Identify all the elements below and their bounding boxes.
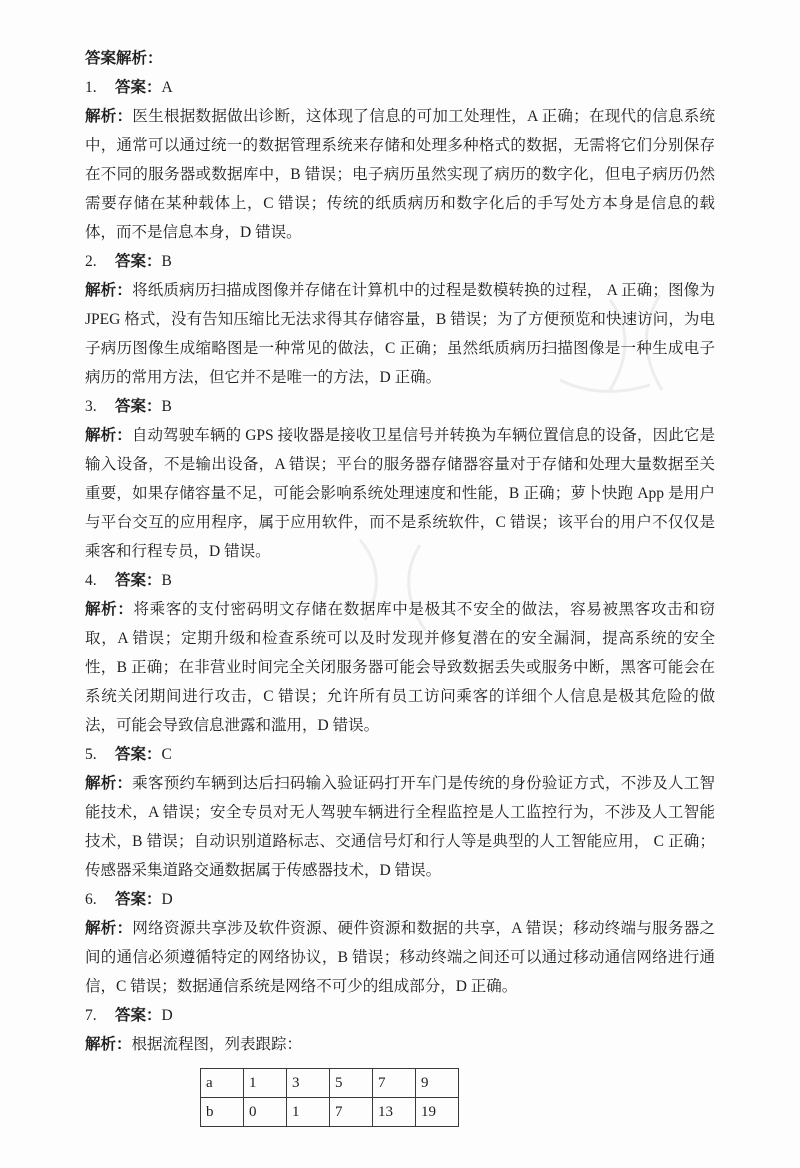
item-number: 4. (85, 572, 97, 589)
table-cell: 1 (244, 1069, 287, 1098)
analysis-label: 解析： (85, 427, 132, 444)
doc-title: 答案解析： (85, 50, 163, 67)
table-cell: 5 (330, 1069, 373, 1098)
analysis-paragraph (85, 1030, 715, 1059)
analysis-label: 解析： (85, 282, 133, 299)
answer-label: 答案： (115, 253, 162, 270)
answer-line (85, 740, 715, 769)
table-row (201, 1098, 459, 1127)
analysis-text: 医生根据数据做出诊断，这体现了信息的可加工处理性，A 正确；在现代的信息系统中，通常可以通过统一的数据管理系统来存储和处理多种格式的数据，无需将它们分别保存在不同的服务器或数据库中，B 错误；电子病历虽然实现了病历的数字化，但电子病历仍然需要存储在某种载体上，C 错误；传统的纸质病历和数字化后的手写处方本身是信息的载体，而不是信息本身，D 错误。 (85, 108, 715, 241)
answer-value: B (161, 253, 172, 270)
answer-value: A (161, 79, 173, 96)
answer-line (85, 73, 715, 102)
answer-item (85, 566, 715, 740)
answer-label: 答案： (115, 891, 162, 908)
item-number: 2. (85, 253, 97, 270)
table-cell: 1 (287, 1098, 330, 1127)
analysis-label: 解析： (85, 601, 134, 618)
table-cell: a (201, 1069, 244, 1098)
trace-table (200, 1068, 459, 1127)
analysis-label: 解析： (85, 775, 133, 792)
item-number: 1. (85, 79, 97, 96)
analysis-label: 解析： (85, 108, 133, 125)
analysis-label: 解析： (85, 1036, 132, 1053)
trace-table-body (201, 1069, 459, 1127)
table-cell: 0 (244, 1098, 287, 1127)
answer-label: 答案： (115, 1007, 162, 1024)
table-cell: 7 (373, 1069, 416, 1098)
answer-value: B (161, 398, 172, 415)
answer-label: 答案： (115, 746, 162, 763)
answer-label: 答案： (115, 398, 162, 415)
item-number: 5. (85, 746, 97, 763)
answer-item (85, 740, 715, 885)
answer-line (85, 1001, 715, 1030)
analysis-paragraph (85, 421, 715, 566)
analysis-paragraph (85, 769, 715, 885)
table-cell: 9 (416, 1069, 459, 1098)
answer-line (85, 247, 715, 276)
analysis-paragraph (85, 102, 715, 247)
item-number: 3. (85, 398, 97, 415)
answer-value: D (161, 1007, 173, 1024)
item-number: 6. (85, 891, 97, 908)
analysis-text: 乘客预约车辆到达后扫码输入验证码打开车门是传统的身份验证方式，不涉及人工智能技术，A 错误；安全专员对无人驾驶车辆进行全程监控是人工监控行为，不涉及人工智能技术，B 错误；自动识别道路标志、交通信号灯和行人等是典型的人工智能应用， C 正确；传感器采集道路交通数据属于传感器技术，D 错误。 (85, 775, 715, 879)
answer-line (85, 566, 715, 595)
analysis-paragraph (85, 914, 715, 1001)
answer-label: 答案： (115, 572, 162, 589)
table-cell: 13 (373, 1098, 416, 1127)
answer-item (85, 1001, 715, 1059)
item-number: 7. (85, 1007, 97, 1024)
answer-item (85, 73, 715, 247)
analysis-text: 根据流程图，列表跟踪： (131, 1036, 303, 1053)
answer-label: 答案： (115, 79, 162, 96)
analysis-label: 解析： (85, 920, 133, 937)
table-cell: b (201, 1098, 244, 1127)
analysis-paragraph (85, 595, 715, 740)
analysis-text: 自动驾驶车辆的 GPS 接收器是接收卫星信号并转换为车辆位置信息的设备，因此它是输入设备，不是输出设备，A 错误；平台的服务器存储器容量对于存储和处理大量数据至关重要，如果存储容量不足，可能会影响系统处理速度和性能，B 正确；萝卜快跑 App 是用户与平台交互的应用程序，属于应用软件，而不是系统软件，C 错误；该平台的用户不仅仅是乘客和行程专员，D 错误。 (85, 427, 715, 560)
answer-value: B (161, 572, 172, 589)
items-container (85, 73, 715, 1059)
table-cell: 7 (330, 1098, 373, 1127)
analysis-text: 将乘客的支付密码明文存储在数据库中是极其不安全的做法，容易被黑客攻击和窃取，A 错误；定期升级和检查系统可以及时发现并修复潜在的安全漏洞，提高系统的安全性，B 正确；在非营业时间完全关闭服务器可能会导致数据丢失或服务中断，黑客可能会在系统关闭期间进行攻击，C 错误；允许所有员工访问乘客的详细个人信息是极其危险的做法，可能会导致信息泄露和滥用，D 错误。 (85, 601, 715, 734)
answer-item (85, 247, 715, 392)
answer-line (85, 885, 715, 914)
analysis-paragraph (85, 276, 715, 392)
analysis-text: 网络资源共享涉及软件资源、硬件资源和数据的共享，A 错误；移动终端与服务器之间的通信必须遵循特定的网络协议，B 错误；移动终端之间还可以通过移动通信网络进行通信，C 错误；数据通信系统是网络不可少的组成部分，D 正确。 (85, 920, 715, 995)
answer-value: C (161, 746, 172, 763)
table-cell: 3 (287, 1069, 330, 1098)
answer-value: D (161, 891, 173, 908)
answer-item (85, 392, 715, 566)
table-row (201, 1069, 459, 1098)
answer-item (85, 885, 715, 1001)
document-content (85, 44, 715, 1127)
answer-line (85, 392, 715, 421)
analysis-text: 将纸质病历扫描成图像并存储在计算机中的过程是数模转换的过程， A 正确；图像为 JPEG 格式，没有告知压缩比无法求得其存储容量，B 错误；为了方便预览和快速访问，为电子病历图像生成缩略图是一种常见的做法，C 正确；虽然纸质病历扫描图像是一种生成电子病历的常用方法，但它并不是唯一的方法，D 正确。 (85, 282, 715, 386)
table-cell: 19 (416, 1098, 459, 1127)
